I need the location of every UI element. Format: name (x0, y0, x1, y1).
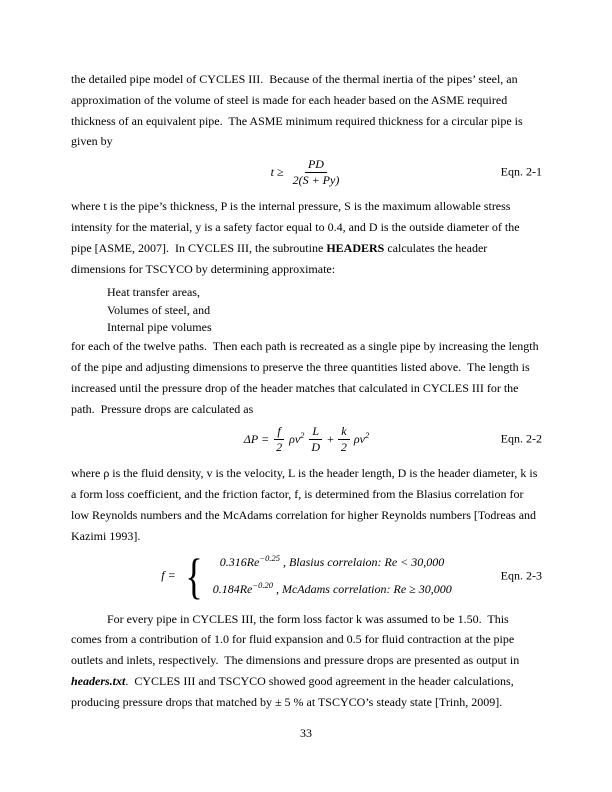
eq1-lhs: t ≥ (270, 164, 284, 179)
paragraph-form-loss-text: For every pipe in CYCLES III, the form loss factor k was assumed to be 1.50. This comes from a contribution of 1.0 for fluid expansion and 0.5 for fluid contraction at the pipe outlets and inlets, respectively. The dimensions and pressure drops are presented as output in (71, 611, 523, 668)
paragraph-form-loss (71, 609, 542, 713)
page-number: 33 (300, 726, 312, 740)
equation-2-3 (71, 547, 542, 604)
eq3-expression (161, 547, 452, 604)
equation-label-2-2: Eqn. 2-2 (500, 432, 542, 447)
eq2-plus-operator: + (327, 432, 334, 447)
paragraph-where-t (71, 196, 542, 279)
eq1-numerator: PD (305, 157, 327, 173)
eq1-denominator: 2(S + Py) (292, 173, 340, 188)
eq2-f: f (274, 424, 283, 440)
list-item: Volumes of steel, and (107, 302, 211, 317)
eq2-2a: 2 (276, 440, 283, 455)
eq3-case2-exp: −0.20 (252, 580, 273, 591)
equation-label-2-1: Eqn. 2-1 (500, 164, 542, 179)
paragraph-where-rho-text: where ρ is the fluid density, v is the velocity, L is the header length, D is the header diameter, k is a form loss coefficient, and the friction factor, f, is determined from the Blasius correlation for low Reynolds numbers and the McAdams correlation for higher Reynolds numbers [Todreas and Kazimi 1993]. (71, 466, 541, 543)
eq3-case-mcadams (213, 582, 452, 596)
list-item: Heat transfer areas, (107, 285, 200, 300)
eq3-case2-rest: , McAdams correlation: Re ≥ 30,000 (272, 582, 452, 597)
eq2-2b: 2 (340, 440, 347, 455)
eq2-rhov2: ρv (353, 432, 365, 447)
eq3-case-blasius (213, 555, 452, 569)
eq1-expression (271, 157, 343, 187)
equation-2-1 (71, 157, 542, 187)
eq2-rhov1: ρv (289, 432, 301, 447)
eq2-k: k (338, 424, 349, 440)
paragraph-paths (71, 336, 542, 419)
paragraph-paths-text: for each of the twelve paths. Then each path is recreated as a single pipe by increasing the length of the pipe and adjusting dimensions to preserve the three quantities listed above. The length is increased until the pressure drop of the header matches that calculated in CYCLES III for the path. Pressure drops are calculated as (71, 339, 542, 416)
paragraph-where-t-text: where t is the pipe’s thickness, P is the internal pressure, S is the maximum allowable stress intensity for the material, y is a safety factor equal to 0.4, and D is the outside diameter of the pipe [ASME, 2007]. In CYCLES III, the subroutine (71, 199, 523, 255)
eq3-lhs: f = (161, 568, 176, 583)
eq3-case2-base: 0.184Re (212, 582, 253, 597)
eq3-case1-exp: −0.25 (259, 553, 280, 564)
eq2-rho-v-term2 (354, 429, 369, 450)
equation-2-2 (71, 424, 542, 454)
eq2-lhs: ΔP = (243, 432, 270, 447)
headers-subroutine-bold: HEADERS (326, 240, 385, 255)
page-content (71, 69, 542, 713)
paragraph-intro (71, 69, 542, 152)
eq2-L: L (309, 424, 322, 440)
eq2-D: D (311, 440, 321, 455)
paragraph-form-loss-after: . CYCLES III and TSCYCO showed good agreement in the header calculations, producing pressure drops that matched by ± 5 % at TSCYCO’s steady state [Trinh, 2009]. (71, 674, 517, 709)
equation-label-2-3: Eqn. 2-3 (500, 568, 542, 583)
eq2-exp1: 2 (300, 430, 305, 441)
eq3-case1-rest: , Blasius correlaion: Re < 30,000 (279, 555, 445, 570)
eq2-rho-v-term1 (289, 429, 304, 450)
paragraph-where-t-after: calculates the header dimensions for TSCYCO by determining approximate: (71, 240, 491, 276)
eq2-fraction-f2 (273, 424, 285, 454)
paragraph-where-rho (71, 463, 542, 546)
eq2-fraction-LD (308, 424, 323, 454)
eq1-fraction (290, 157, 343, 187)
paragraph-intro-text: the detailed pipe model of CYCLES III. Because of the thermal inertia of the pipes’ steel, an approximation of the volume of steel is made for each header based on the ASME required thickness of an equivalent pipe. The ASME minimum required thickness for a circular pipe is given by (71, 72, 526, 149)
eq3-case1-base: 0.316Re (219, 555, 260, 570)
list-item: Internal pipe volumes (107, 319, 212, 334)
left-brace: { (185, 547, 203, 604)
eq3-cases (213, 555, 452, 596)
eq2-exp2: 2 (364, 430, 370, 441)
quantities-list (107, 284, 542, 336)
eq2-expression (244, 424, 369, 454)
headers-txt-filename: headers.txt (71, 674, 126, 689)
eq2-fraction-k2 (338, 424, 350, 454)
